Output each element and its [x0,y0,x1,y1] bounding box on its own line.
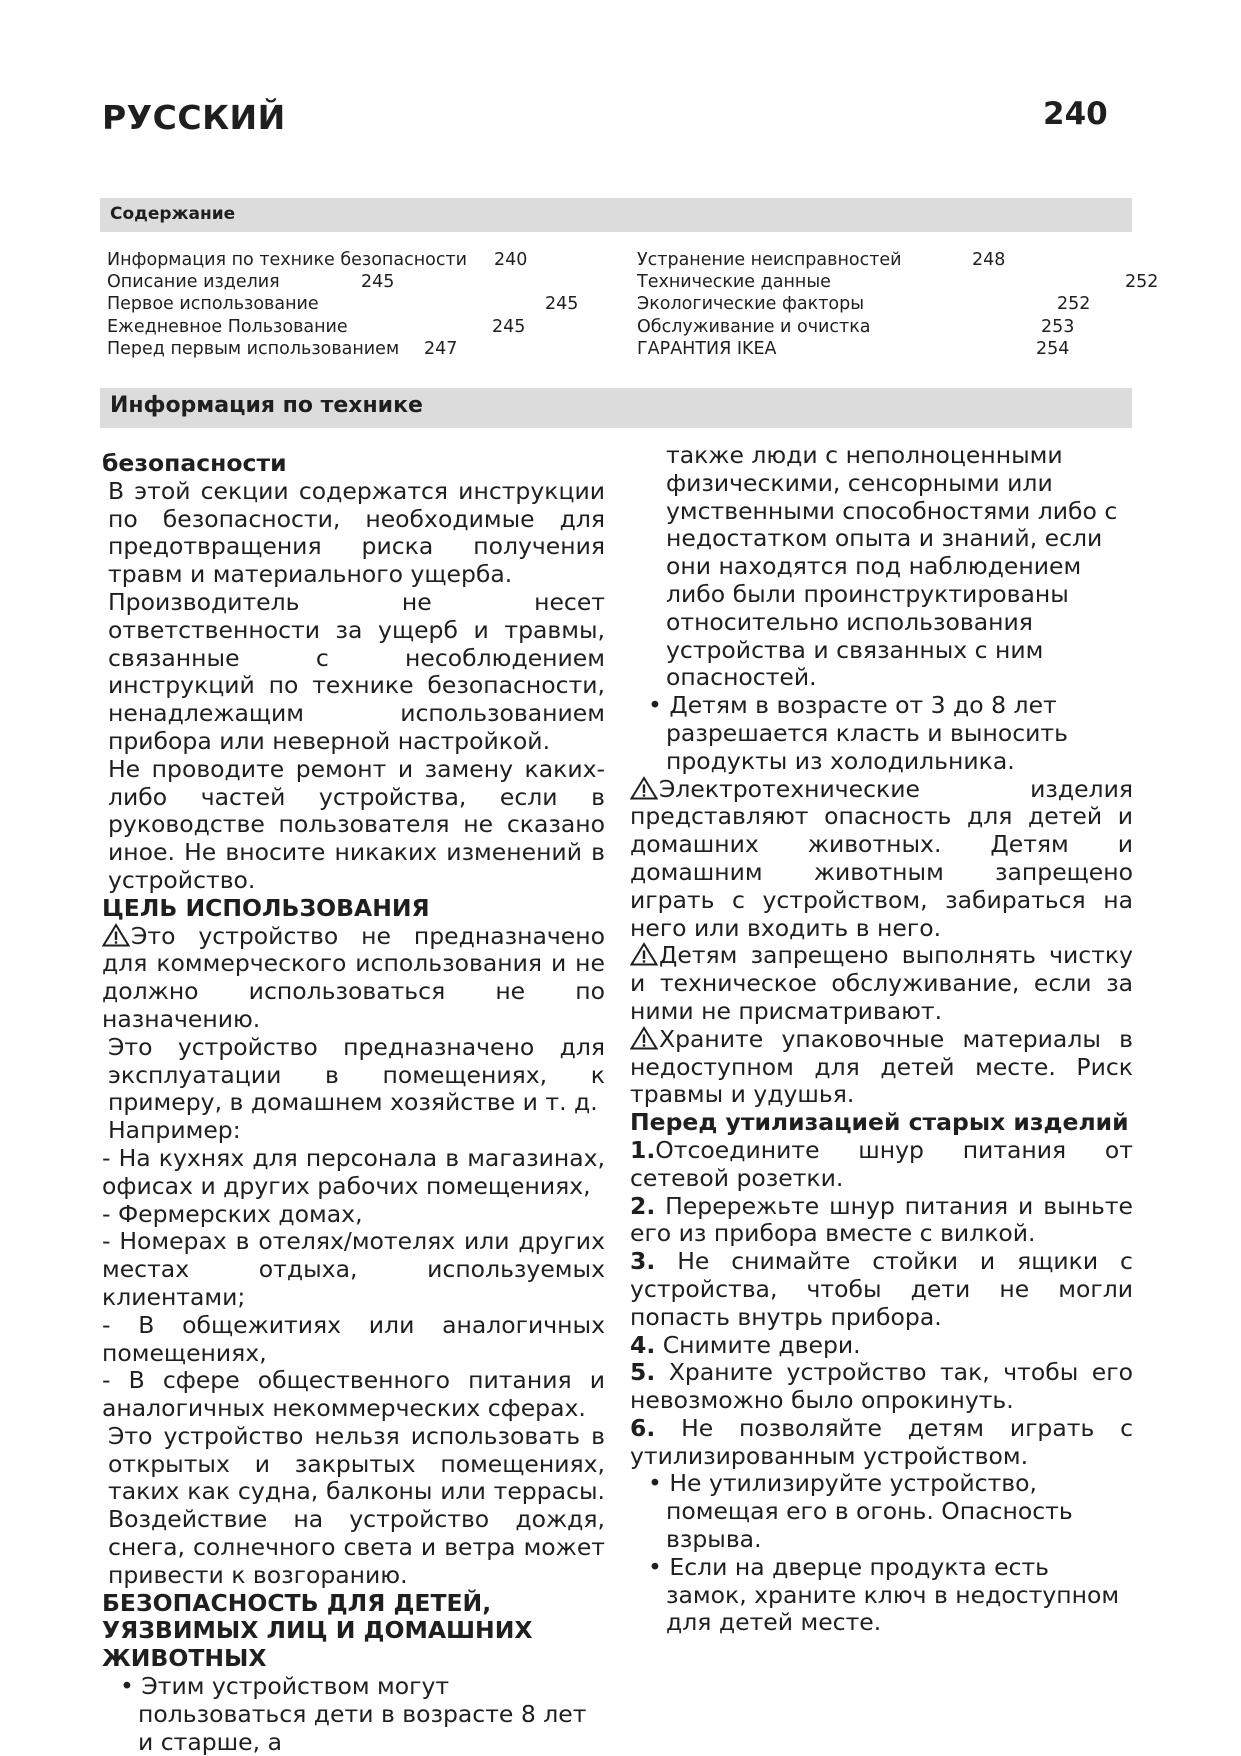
bullet-item: • Если на дверце продукта есть замок, храните ключ в недоступном для детей месте. [648,1552,1120,1637]
toc-item-page: 252 [1125,272,1159,292]
toc-header-bar [100,198,1132,232]
toc-item[interactable] [107,338,527,360]
heading-children: УЯЗВИМЫХ ЛИЦ И ДОМАШНИХ [102,1616,533,1645]
toc-item-page: 245 [492,317,526,337]
toc-title: Содержание [110,204,236,224]
warning-icon [630,776,658,800]
dash-item: - В сфере общественного питания и аналогичных некоммерческих сферах. [102,1366,605,1423]
warning-paragraph [630,776,1133,943]
toc-item-page: 254 [1036,339,1070,359]
toc-item-page: 245 [361,272,395,292]
toc-item-page: 247 [424,339,458,359]
warning-icon [630,1026,658,1050]
paragraph: В этой секции содержатся инструкции по безопасности, необходимые для предотвращения риска получения травм и материального ущерба. [108,476,605,589]
subsection-title: безопасности [102,449,287,477]
step-number: 1. [630,1135,656,1164]
left-column [102,450,605,1756]
bullet-item: • Не утилизируйте устройство, помещая его в огонь. Опасность взрыва. [648,1469,1073,1554]
bullet-item: • Этим устройством могут пользоваться дети в возрасте 8 лет и старше, а [120,1672,587,1756]
toc-item[interactable] [637,249,1017,271]
dash-item: - Фермерских домах, [102,1199,363,1228]
bullet-item: • Детям в возрасте от 3 до 8 лет разрешается класть и выносить продукты из холодильника. [648,691,1068,775]
dash-item: - На кухнях для персонала в магазинах, офисах и других рабочих помещениях, [102,1143,605,1200]
step-text: Перережьте шнур питания и выньте его из прибора вместе с вилкой. [630,1191,1133,1248]
toc-item[interactable] [637,316,1087,338]
toc-item[interactable] [637,338,1087,360]
step-item [630,1193,1133,1249]
paragraph: Это устройство предназначено для эксплуатации в помещениях, к примеру, в домашнем хозяйстве и т. д. [108,1032,605,1117]
step-text: Снимите двери. [662,1330,861,1359]
warning-paragraph [630,942,1133,1025]
section-header-bar [100,388,1132,428]
toc-item-page: 248 [972,250,1006,270]
toc-item-page: 253 [1041,317,1075,337]
step-item [630,1359,1133,1415]
toc-item-title: Устранение неисправностей [637,250,902,270]
heading-children: БЕЗОПАСНОСТЬ ДЛЯ ДЕТЕЙ, [102,1588,492,1617]
dash-item: - Номерах в отелях/мотелях или других местах отдыха, используемых клиентами; [102,1227,605,1311]
heading-purpose: ЦЕЛЬ ИСПОЛЬЗОВАНИЯ [102,893,430,922]
warning-text: Храните упаковочные материалы в недоступном для детей месте. Риск травмы и удушья. [630,1024,1133,1109]
toc-item-title: Технические данные [637,272,831,292]
toc-item-title: Обслуживание и очистка [637,317,871,337]
step-text: Храните устройство так, чтобы его невозможно было опрокинуть. [630,1358,1133,1415]
paragraph: Производитель не несет ответственности за ущерб и травмы, связанные с несоблюдением инструкций по технике безопасности, ненадлежащим использованием прибора или неверной настройкой. [108,587,605,755]
page-number: 240 [1043,96,1108,132]
step-text: Не снимайте стойки и ящики с устройства, чтобы дети не могли попасть внутрь прибора. [630,1247,1133,1331]
right-column [630,442,1133,1637]
step-text: Не позволяйте детям играть с утилизированным устройством. [630,1413,1133,1470]
toc-item-title: Ежедневное Пользование [107,317,348,337]
bullet-text: Детям в возрасте от 3 до 8 лет разрешается класть и выносить продукты из холодильника. [666,691,1068,775]
heading-children: ЖИВОТНЫХ [102,1644,267,1673]
step-number: 2. [630,1191,656,1220]
step-number: 4. [630,1330,656,1359]
toc-item[interactable] [107,316,527,338]
toc-item-title: ГАРАНТИЯ IKEA [637,339,777,359]
toc-item-title: Первое использование [107,294,319,314]
toc-item-title: Перед первым использованием [107,339,400,359]
paragraph: Не проводите ремонт и замену каких-либо частей устройства, если в руководстве пользователя не сказано иное. Не вносите никаких изменений в устройство. [108,754,605,894]
toc-item-title: Экологические факторы [637,294,865,314]
step-item [630,1332,1133,1360]
toc-item[interactable] [107,249,527,271]
toc-item-page: 245 [545,294,579,314]
toc-item-title: Описание изделия [107,272,280,292]
warning-paragraph [102,923,605,1034]
heading-disposal: Перед утилизацией старых изделий [630,1108,1129,1137]
toc-item[interactable] [107,293,587,315]
bullet-continuation: также люди с неполноценными физическими, сенсорными или умственными способностями либо с недостатком опыта и знаний, если они находятся под наблюдением либо были проинструктированы относительно использования устройства и связанных с ним опасностей. [666,441,1118,692]
bullet-text: Этим устройством могут пользоваться дети в возрасте 8 лет и старше, а [138,1672,587,1756]
warning-icon [102,923,130,947]
warning-text: Детям запрещено выполнять чистку и техническое обслуживание, если за ними не присматривают. [630,941,1133,1025]
bullet-text: Не утилизируйте устройство, помещая его в огонь. Опасность взрыва. [666,1469,1073,1554]
step-item [630,1137,1133,1193]
warning-paragraph [630,1026,1133,1109]
toc-item[interactable] [637,271,1167,293]
step-number: 6. [630,1413,656,1442]
step-number: 5. [630,1358,656,1387]
step-item [630,1248,1133,1331]
dash-item: - В общежитиях или аналогичных помещениях, [102,1310,605,1367]
warning-text: Это устройство не предназначено для коммерческого использования и не должно использоваться не по назначению. [102,921,605,1033]
toc-item-title: Информация по технике безопасности [107,250,468,270]
step-number: 3. [630,1247,656,1276]
toc-item[interactable] [107,271,527,293]
toc-item[interactable] [637,293,1091,315]
language-title: РУССКИЙ [102,98,286,137]
paragraph: Например: [108,1116,241,1145]
step-text: Отсоедините шнур питания от сетевой розетки. [630,1135,1133,1192]
warning-icon [630,942,658,966]
toc-item-page: 240 [494,250,528,270]
toc-item-page: 252 [1057,294,1091,314]
section-title: Информация по технике [110,393,423,418]
bullet-text: Если на дверце продукта есть замок, храните ключ в недоступном для детей месте. [666,1552,1120,1637]
paragraph: Это устройство нельзя использовать в открытых и закрытых помещениях, таких как судна, балконы или террасы. Воздействие на устройство дождя, снега, солнечного света и ветра может привести к возгоранию. [108,1421,605,1589]
warning-text: Электротехнические изделия представляют опасность для детей и домашних животных. Детям и домашним животным запрещено играть с устройством, забираться на него или входить в него. [630,774,1133,942]
step-item [630,1415,1133,1471]
